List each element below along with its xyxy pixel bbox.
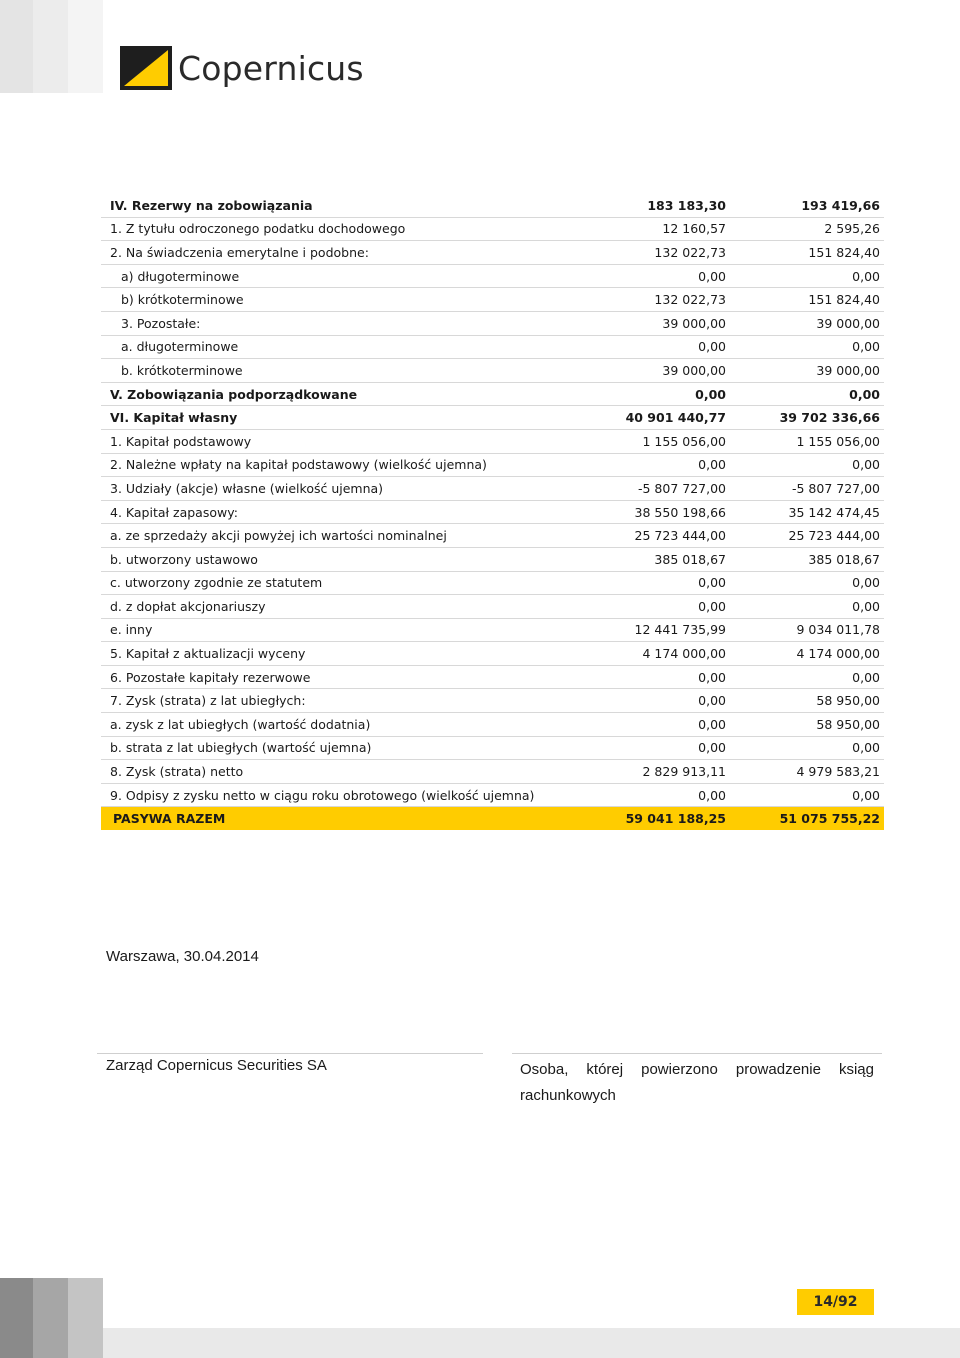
row-label: d. z dopłat akcjonariuszy: [101, 595, 576, 619]
table-row: [101, 382, 884, 406]
row-label: 4. Kapitał zapasowy:: [101, 500, 576, 524]
signatory-accountant-line1: [520, 1057, 874, 1083]
row-label: a. ze sprzedaży akcji powyżej ich wartości nominalnej: [101, 524, 576, 548]
row-label: a. zysk z lat ubiegłych (wartość dodatnia): [101, 713, 576, 737]
value-previous: 0,00: [732, 264, 884, 288]
table-row: [101, 288, 884, 312]
value-previous: 58 950,00: [732, 713, 884, 737]
value-current: 25 723 444,00: [576, 524, 732, 548]
value-current: 59 041 188,25: [576, 807, 732, 830]
value-previous: 0,00: [732, 571, 884, 595]
value-previous: 0,00: [732, 335, 884, 359]
signatory-accountant-line2: rachunkowych: [520, 1087, 616, 1104]
row-label: IV. Rezerwy na zobowiązania: [101, 194, 576, 217]
signatory-word: ksiąg: [838, 1061, 874, 1078]
table-row: [101, 571, 884, 595]
value-current: 0,00: [576, 595, 732, 619]
table-row: [101, 429, 884, 453]
value-previous: 39 000,00: [732, 359, 884, 383]
table-row: [101, 477, 884, 501]
value-previous: 39 702 336,66: [732, 406, 884, 430]
table-row: [101, 618, 884, 642]
value-current: 0,00: [576, 382, 732, 406]
value-current: 0,00: [576, 571, 732, 595]
value-previous: 2 595,26: [732, 217, 884, 241]
table-row: [101, 241, 884, 265]
copernicus-logo: [120, 45, 364, 91]
place-date: Warszawa, 30.04.2014: [106, 948, 259, 965]
table-row: [101, 689, 884, 713]
logo-text: Copernicus: [178, 48, 364, 88]
value-previous: 1 155 056,00: [732, 429, 884, 453]
table-row: [101, 217, 884, 241]
value-previous: 25 723 444,00: [732, 524, 884, 548]
signatory-board: Zarząd Copernicus Securities SA: [106, 1057, 327, 1074]
value-current: 40 901 440,77: [576, 406, 732, 430]
value-previous: 151 824,40: [732, 241, 884, 265]
footer-stripe: [33, 1278, 68, 1358]
row-label: 7. Zysk (strata) z lat ubiegłych:: [101, 689, 576, 713]
value-previous: 35 142 474,45: [732, 500, 884, 524]
signature-line-left: [97, 1053, 483, 1054]
row-label: a. długoterminowe: [101, 335, 576, 359]
balance-sheet-body: [101, 194, 884, 830]
value-previous: 51 075 755,22: [732, 807, 884, 830]
row-label: a) długoterminowe: [101, 264, 576, 288]
table-row: [101, 760, 884, 784]
signatory-word: prowadzenie: [735, 1061, 821, 1078]
signatory-word: powierzono: [641, 1061, 718, 1078]
row-label: 3. Udziały (akcje) własne (wielkość ujemna): [101, 477, 576, 501]
footer-stripe: [68, 1278, 103, 1358]
row-label: b. strata z lat ubiegłych (wartość ujemna): [101, 736, 576, 760]
table-row: [101, 264, 884, 288]
header-stripe: [0, 0, 33, 93]
value-current: 39 000,00: [576, 311, 732, 335]
value-current: 38 550 198,66: [576, 500, 732, 524]
value-previous: 385 018,67: [732, 547, 884, 571]
value-previous: 0,00: [732, 595, 884, 619]
table-row: [101, 406, 884, 430]
value-previous: 4 174 000,00: [732, 642, 884, 666]
header-stripe: [33, 0, 68, 93]
value-current: 2 829 913,11: [576, 760, 732, 784]
copernicus-logo-icon: [120, 46, 172, 90]
value-previous: 4 979 583,21: [732, 760, 884, 784]
value-current: 183 183,30: [576, 194, 732, 217]
row-label: b) krótkoterminowe: [101, 288, 576, 312]
table-row: [101, 359, 884, 383]
table-row: [101, 500, 884, 524]
value-current: 0,00: [576, 689, 732, 713]
value-previous: 0,00: [732, 453, 884, 477]
total-row: [101, 807, 884, 830]
value-current: 132 022,73: [576, 241, 732, 265]
row-label: V. Zobowiązania podporządkowane: [101, 382, 576, 406]
signature-line-right: [512, 1053, 882, 1054]
row-label: PASYWA RAZEM: [101, 807, 576, 830]
table-row: [101, 547, 884, 571]
row-label: b. utworzony ustawowo: [101, 547, 576, 571]
row-label: b. krótkoterminowe: [101, 359, 576, 383]
value-current: 12 441 735,99: [576, 618, 732, 642]
signatory-word: której: [586, 1061, 624, 1078]
row-label: 3. Pozostałe:: [101, 311, 576, 335]
table-row: [101, 736, 884, 760]
signatory-word: Osoba,: [520, 1061, 569, 1078]
row-label: c. utworzony zgodnie ze statutem: [101, 571, 576, 595]
value-current: 385 018,67: [576, 547, 732, 571]
footer-stripe: [0, 1278, 33, 1358]
value-previous: 151 824,40: [732, 288, 884, 312]
row-label: 6. Pozostałe kapitały rezerwowe: [101, 665, 576, 689]
table-row: [101, 665, 884, 689]
row-label: 8. Zysk (strata) netto: [101, 760, 576, 784]
value-previous: 58 950,00: [732, 689, 884, 713]
row-label: 9. Odpisy z zysku netto w ciągu roku obrotowego (wielkość ujemna): [101, 783, 576, 807]
row-label: 2. Na świadczenia emerytalne i podobne:: [101, 241, 576, 265]
table-row: [101, 783, 884, 807]
value-current: 0,00: [576, 736, 732, 760]
value-current: 12 160,57: [576, 217, 732, 241]
table-row: [101, 595, 884, 619]
row-label: e. inny: [101, 618, 576, 642]
value-current: 0,00: [576, 453, 732, 477]
header-stripe: [68, 0, 103, 93]
value-current: 0,00: [576, 335, 732, 359]
table-row: [101, 642, 884, 666]
table-row: [101, 194, 884, 217]
value-current: 0,00: [576, 264, 732, 288]
value-current: 0,00: [576, 783, 732, 807]
row-label: 1. Kapitał podstawowy: [101, 429, 576, 453]
value-previous: 0,00: [732, 783, 884, 807]
row-label: 1. Z tytułu odroczonego podatku dochodowego: [101, 217, 576, 241]
footer-gray-strip: [103, 1328, 960, 1358]
value-previous: 0,00: [732, 665, 884, 689]
value-previous: 9 034 011,78: [732, 618, 884, 642]
value-current: -5 807 727,00: [576, 477, 732, 501]
signatory-accountant: [520, 1057, 874, 1109]
row-label: 5. Kapitał z aktualizacji wyceny: [101, 642, 576, 666]
table-row: [101, 713, 884, 737]
value-current: 1 155 056,00: [576, 429, 732, 453]
value-previous: -5 807 727,00: [732, 477, 884, 501]
value-current: 0,00: [576, 665, 732, 689]
table-row: [101, 311, 884, 335]
value-current: 132 022,73: [576, 288, 732, 312]
value-previous: 39 000,00: [732, 311, 884, 335]
row-label: VI. Kapitał własny: [101, 406, 576, 430]
value-previous: 193 419,66: [732, 194, 884, 217]
table-row: [101, 453, 884, 477]
table-row: [101, 524, 884, 548]
balance-sheet-table: [101, 194, 884, 830]
value-current: 4 174 000,00: [576, 642, 732, 666]
value-current: 39 000,00: [576, 359, 732, 383]
table-row: [101, 335, 884, 359]
row-label: 2. Należne wpłaty na kapitał podstawowy (wielkość ujemna): [101, 453, 576, 477]
page-number-badge: 14/92: [797, 1289, 874, 1315]
value-current: 0,00: [576, 713, 732, 737]
value-previous: 0,00: [732, 382, 884, 406]
value-previous: 0,00: [732, 736, 884, 760]
